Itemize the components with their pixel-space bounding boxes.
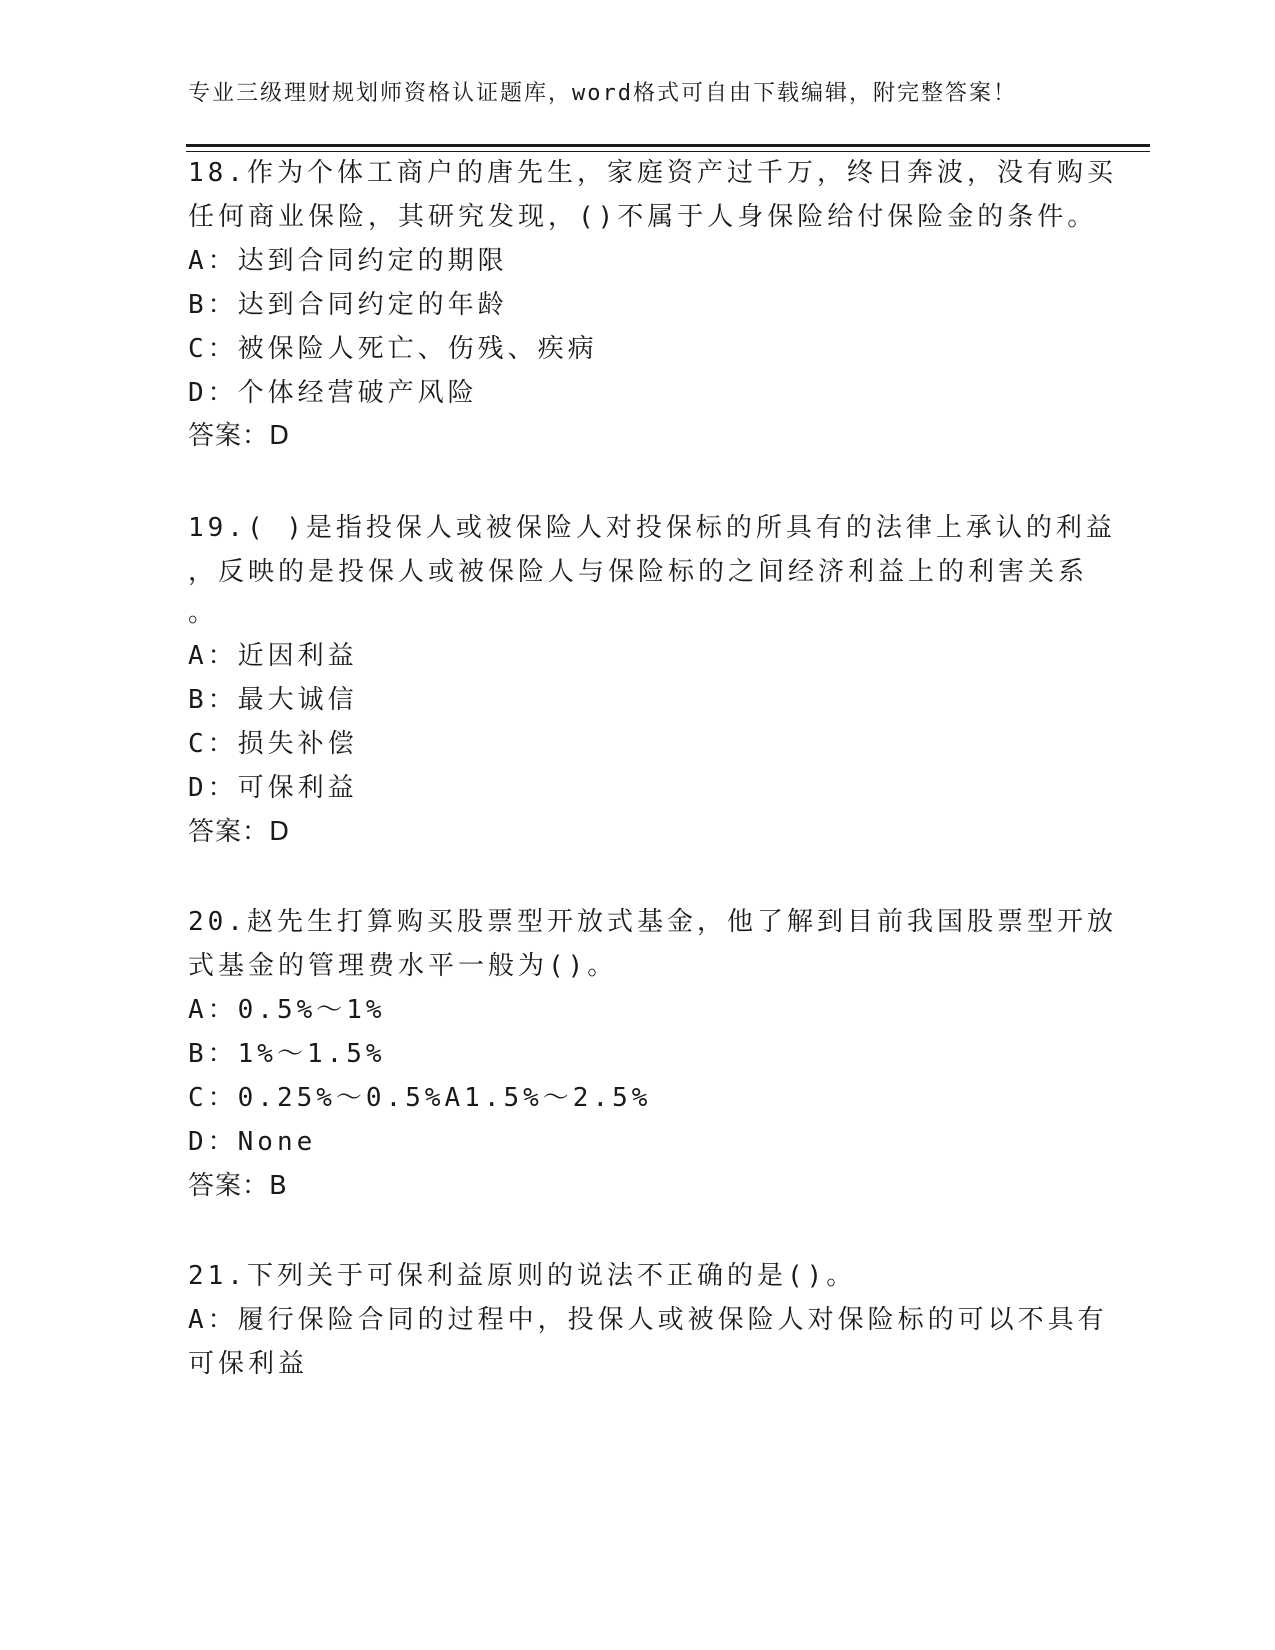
question-21-option-a-line-2: 可保利益 — [188, 1349, 309, 1379]
question-18-option-a: A：达到合同约定的期限 — [188, 246, 508, 276]
question-19-stem-line-1: 19.( )是指投保人或被保险人对投保标的所具有的法律上承认的利益 — [188, 513, 1116, 543]
question-18-option-d: D：个体经营破产风险 — [188, 378, 478, 408]
question-19-stem-line-3: 。 — [188, 598, 219, 628]
question-19-stem-line-2: ，反映的是投保人或被保险人与保险标的之间经济利益上的利害关系 — [188, 557, 1089, 587]
question-19-option-d: D：可保利益 — [188, 773, 358, 803]
question-19-option-a: A：近因利益 — [188, 641, 358, 671]
question-20-stem-line-2: 式基金的管理费水平一般为()。 — [188, 951, 618, 981]
header-rule-thin — [186, 151, 1150, 152]
question-18-answer: 答案：D — [188, 421, 291, 451]
question-18-stem-line-2: 任何商业保险，其研究发现，()不属于人身保险给付保险金的条件。 — [188, 202, 1098, 232]
question-21-stem-line-1: 21.下列关于可保利益原则的说法不正确的是()。 — [188, 1261, 857, 1291]
question-19-option-c: C：损失补偿 — [188, 729, 358, 759]
question-20-option-a: A：0.5%～1% — [188, 995, 386, 1025]
question-19-answer: 答案：D — [188, 817, 291, 847]
question-21-option-a-line-1: A：履行保险合同的过程中，投保人或被保险人对保险标的可以不具有 — [188, 1305, 1108, 1335]
question-18-stem-line-1: 18.作为个体工商户的唐先生，家庭资产过千万，终日奔波，没有购买 — [188, 158, 1117, 188]
question-20-stem-line-1: 20.赵先生打算购买股票型开放式基金，他了解到目前我国股票型开放 — [188, 907, 1117, 937]
question-20-option-d: D：None — [188, 1127, 317, 1157]
question-19-option-b: B：最大诚信 — [188, 685, 358, 715]
question-20-option-c: C：0.25%～0.5%A1.5%～2.5% — [188, 1083, 652, 1113]
question-18-option-b: B：达到合同约定的年龄 — [188, 290, 508, 320]
question-18-option-c: C：被保险人死亡、伤残、疾病 — [188, 334, 598, 364]
question-20-option-b: B：1%～1.5% — [188, 1039, 386, 1069]
header-rule-thick — [186, 144, 1150, 147]
question-20-answer: 答案：B — [188, 1171, 288, 1201]
page-header: 专业三级理财规划师资格认证题库，word格式可自由下载编辑，附完整答案！ — [188, 81, 1017, 106]
